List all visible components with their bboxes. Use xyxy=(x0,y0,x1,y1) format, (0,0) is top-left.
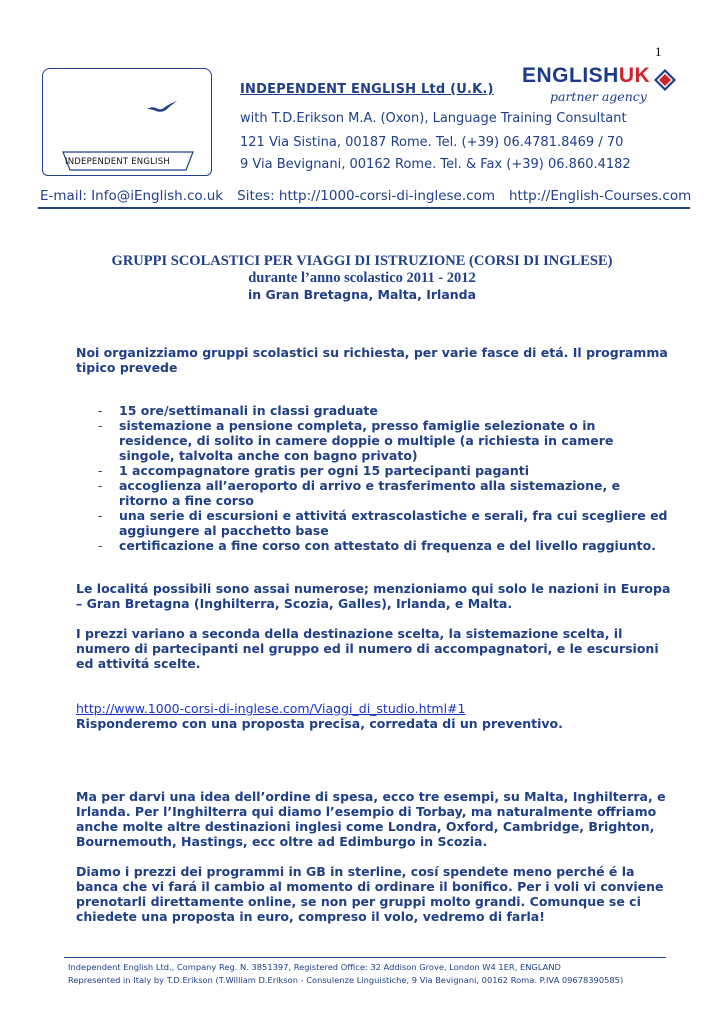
contact-line xyxy=(40,188,691,204)
document-title: GRUPPI SCOLASTICI PER VIAGGI DI ISTRUZIONE (CORSI DI INGLESE) xyxy=(111,253,613,269)
list-item-text: 15 ore/settimanali in classi graduate xyxy=(119,403,378,418)
examples-paragraph: Ma per darvi una idea dell’ordine di spesa, ecco tre esempi, su Malta, Inghilterra, e Irlanda. Per l’Inghilterra qui diamo l’esempio di Torbay, ma naturalmente offriamo anche molte altre destinazioni inglesi come Londra, Oxford, Cambridge, Brighton, Bournemouth, Hastings, ecc oltre ad Edimburgo in Scozia. xyxy=(76,789,666,849)
footer-divider xyxy=(64,957,666,958)
list-item xyxy=(98,478,668,508)
partner-tagline: partner agency xyxy=(550,89,647,104)
footer-representative-line: Represented in Italy by T.D.Erikson (T.William D.Erikson - Consulenze Linguistiche, 9 Via Bevignani, 00162 Roma. P.IVA 09678390585) xyxy=(68,975,624,985)
list-item xyxy=(98,463,668,478)
bullet-dash: - xyxy=(98,508,103,523)
questionnaire-link[interactable]: http://www.1000-corsi-di-inglese.com/Viaggi_di_studio.html#1 xyxy=(76,701,466,716)
consultant-line: with T.D.Erikson M.A. (Oxon), Language Training Consultant xyxy=(240,111,627,126)
destinations-paragraph xyxy=(76,686,676,731)
list-item-text: sistemazione a pensione completa, presso famiglie selezionate o in residence, di solito in camere doppie o multiple (a richiesta in camere singole, talvolta anche con bagno privato) xyxy=(119,418,614,463)
bullet-dash: - xyxy=(98,463,103,478)
company-logo xyxy=(42,68,212,176)
union-flag-icon xyxy=(653,68,677,92)
bullet-dash: - xyxy=(98,478,103,493)
address-line-2: 9 Via Bevignani, 00162 Rome. Tel. & Fax (+39) 06.860.4182 xyxy=(240,157,631,172)
locations-paragraph: Le localitá possibili sono assai numerose; menzioniamo qui solo le nazioni in Europa – Gran Bretagna (Inghilterra, Scozia, Galles), Irlanda, e Malta. xyxy=(76,581,671,611)
program-list xyxy=(98,403,668,553)
address-line-1: 121 Via Sistina, 00187 Rome. Tel. (+39) 06.4781.8469 / 70 xyxy=(240,135,624,150)
list-item-text: accoglienza all’aeroporto di arrivo e trasferimento alla sistemazione, e ritorno a fine corso xyxy=(119,478,621,508)
bullet-dash: - xyxy=(98,403,103,418)
list-item-text: una serie di escursioni e attivitá extrascolastiche e serali, fra cui scegliere ed aggiungere al pacchetto base xyxy=(119,508,668,538)
footer-company-line: Independent English Ltd., Company Reg. N. 3851397, Registered Office: 32 Addison Grove, London W4 1ER, ENGLAND xyxy=(68,962,561,972)
company-name: INDEPENDENT ENGLISH Ltd (U.K.) xyxy=(240,82,494,97)
prices-paragraph: I prezzi variano a seconda della destinazione scelta, la sistemazione scelta, il numero di partecipanti nel gruppo ed il numero di accompagnatori, e le escursioni ed attivitá scelte. xyxy=(76,626,659,671)
site-link-2[interactable]: http://English-Courses.com xyxy=(508,188,692,204)
list-item-text: certificazione a fine corso con attestato di frequenza e del livello raggiunto. xyxy=(119,538,656,553)
email-address[interactable]: E-mail: Info@iEnglish.co.uk xyxy=(40,188,224,204)
reply-text: Risponderemo con una proposta precisa, corredata di un preventivo. xyxy=(76,716,563,731)
letterhead-divider xyxy=(38,207,690,209)
partner-brand-main: ENGLISH xyxy=(522,64,619,87)
list-item xyxy=(98,538,668,553)
partner-brand-accent: UK xyxy=(618,64,651,87)
document-subtitle: durante l’anno scolastico 2011 - 2012 xyxy=(248,270,476,286)
bullet-dash: - xyxy=(98,418,103,433)
document-locations: in Gran Bretagna, Malta, Irlanda xyxy=(247,287,477,302)
logo-label: INDEPENDENT ENGLISH xyxy=(65,157,170,167)
list-item xyxy=(98,508,668,538)
currency-paragraph: Diamo i prezzi dei programmi in GB in sterline, cosí spendete meno perché é la banca che vi fará il cambio al momento di ordinare il bonifico. Per i voli vi conviene prenotarli direttamente online, se non per gruppi molto grandi. Comunque se ci chiedete una proposta in euro, compreso il volo, vedremo di farla! xyxy=(76,864,664,924)
sites-label[interactable]: Sites: http://1000-corsi-di-inglese.com xyxy=(237,188,495,204)
list-item-text: 1 accompagnatore gratis per ogni 15 partecipanti paganti xyxy=(119,463,530,478)
bullet-dash: - xyxy=(98,538,103,553)
list-item xyxy=(98,418,668,463)
partner-brand xyxy=(522,64,650,88)
list-item xyxy=(98,403,668,418)
page-number: 1 xyxy=(655,44,662,59)
intro-paragraph: Noi organizziamo gruppi scolastici su richiesta, per varie fasce di etá. Il programma tipico prevede xyxy=(76,345,668,375)
